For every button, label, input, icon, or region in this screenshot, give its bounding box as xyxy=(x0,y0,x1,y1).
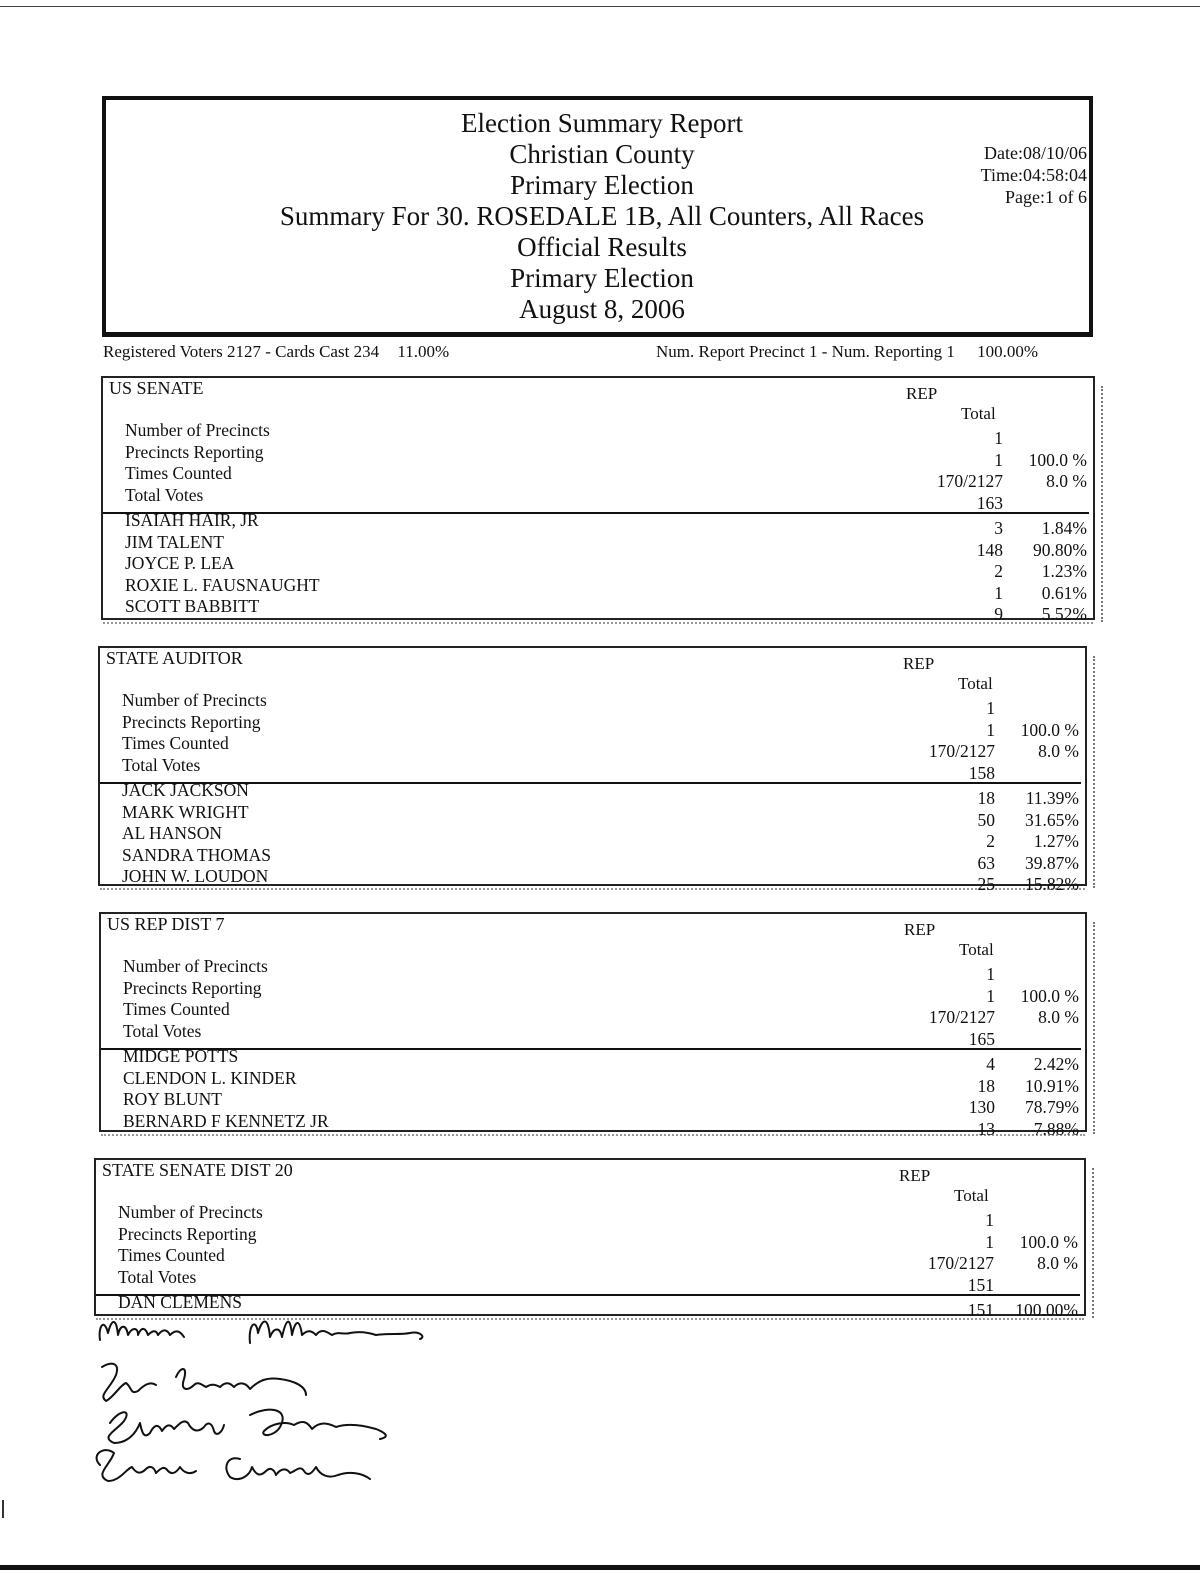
report-titles xyxy=(106,108,1098,325)
candidate-row xyxy=(101,1046,1085,1074)
total-header: Total xyxy=(959,940,994,959)
summary-scope: Summary For 30. ROSEDALE 1B, All Counters, All Races xyxy=(279,201,925,231)
stat-label: Number of Precincts xyxy=(118,1202,263,1222)
stat-row xyxy=(100,690,1085,718)
race-box xyxy=(98,646,1087,894)
candidate-name: CLENDON L. KINDER xyxy=(123,1067,297,1088)
candidate-votes: 18 xyxy=(977,1075,995,1096)
scan-left-mark xyxy=(2,1500,4,1518)
candidate-votes: 9 xyxy=(994,604,1003,624)
party-label: REP xyxy=(906,384,938,403)
party-label: REP xyxy=(903,654,935,673)
candidate-votes: 50 xyxy=(977,809,995,830)
results-status: Official Results xyxy=(517,232,687,262)
race-title: US SENATE xyxy=(109,378,204,398)
stat-label: Precincts Reporting xyxy=(122,711,261,732)
race-box xyxy=(99,912,1087,1139)
stat-value: 165 xyxy=(968,1028,995,1049)
registered-voters-text: Registered Voters 2127 - Cards Cast 234 xyxy=(103,342,380,361)
stat-row xyxy=(103,441,1093,470)
candidate-votes: 148 xyxy=(976,539,1003,560)
stat-label: Total Votes xyxy=(118,1266,197,1287)
stat-label: Total Votes xyxy=(123,1020,202,1041)
stat-label: Precincts Reporting xyxy=(123,977,262,998)
stat-value: 170/2127 xyxy=(927,1253,994,1273)
candidate-name: MARK WRIGHT xyxy=(122,801,249,822)
candidate-pct: 7.88% xyxy=(1033,1118,1079,1139)
candidate-name: SCOTT BABBITT xyxy=(125,596,260,616)
signature-1 xyxy=(100,1322,423,1344)
stat-row xyxy=(103,484,1093,513)
county-name: Christian County xyxy=(509,139,695,169)
candidate-row xyxy=(100,780,1085,808)
stat-pct: 100.0 % xyxy=(1019,1231,1078,1252)
candidate-pct: 31.65% xyxy=(1025,809,1079,830)
signatures xyxy=(80,1305,500,1505)
stat-row xyxy=(96,1202,1084,1230)
scan-bottom-edge xyxy=(0,1565,1200,1570)
candidate-name: JACK JACKSON xyxy=(122,780,249,800)
stat-pct: 100.0 % xyxy=(1020,985,1079,1006)
stat-label: Total Votes xyxy=(125,484,204,505)
candidate-name: JOYCE P. LEA xyxy=(125,553,235,573)
stat-label: Precincts Reporting xyxy=(125,441,264,462)
candidate-pct: 10.91% xyxy=(1025,1075,1079,1096)
stat-row xyxy=(101,977,1085,1006)
candidate-row xyxy=(101,1067,1085,1096)
scan-edge-noise xyxy=(1095,386,1103,622)
candidate-pct: 15.82% xyxy=(1025,874,1079,894)
candidate-name: AL HANSON xyxy=(122,823,222,843)
candidate-pct: 0.61% xyxy=(1041,582,1087,603)
candidate-pct: 78.79% xyxy=(1025,1097,1079,1117)
candidate-row xyxy=(100,844,1085,873)
race-title: US REP DIST 7 xyxy=(107,914,225,934)
candidate-name: ISAIAH HAIR, JR xyxy=(125,510,259,530)
precinct-reporting-text: Num. Report Precinct 1 - Num. Reporting 1 xyxy=(656,342,955,361)
stat-row xyxy=(96,1266,1084,1295)
candidate-row xyxy=(103,531,1093,560)
stat-value: 1 xyxy=(986,698,995,718)
registered-voters-pct: 11.00% xyxy=(397,342,450,361)
scan-edge-noise xyxy=(1087,922,1095,1134)
stat-value: 170/2127 xyxy=(928,1007,995,1027)
candidate-name: MIDGE POTTS xyxy=(123,1046,239,1066)
candidate-row xyxy=(103,596,1093,624)
signature-4 xyxy=(97,1450,370,1481)
race-title: STATE SENATE DIST 20 xyxy=(102,1160,293,1180)
stat-value: 1 xyxy=(986,964,995,984)
candidate-name: JIM TALENT xyxy=(125,531,224,552)
candidate-row xyxy=(103,574,1093,603)
candidate-pct: 11.39% xyxy=(1025,788,1079,808)
candidate-pct: 90.80% xyxy=(1033,539,1087,560)
candidate-row xyxy=(101,1089,1085,1117)
report-header xyxy=(102,96,1093,337)
stat-label: Precincts Reporting xyxy=(118,1223,257,1244)
candidate-pct: 1.27% xyxy=(1033,831,1079,851)
election-type-repeat: Primary Election xyxy=(510,263,694,293)
stat-pct: 100.0 % xyxy=(1020,719,1079,740)
candidate-votes: 4 xyxy=(986,1054,995,1074)
report-page: Page:1 of 6 xyxy=(1005,187,1087,207)
stat-label: Times Counted xyxy=(125,463,232,483)
stat-value: 163 xyxy=(976,492,1003,513)
stat-row xyxy=(103,420,1093,448)
race-box xyxy=(101,376,1095,624)
candidate-pct: 2.42% xyxy=(1033,1054,1079,1074)
stat-pct: 8.0 % xyxy=(1037,1253,1078,1273)
stat-label: Number of Precincts xyxy=(122,690,267,710)
report-title: Election Summary Report xyxy=(461,108,743,138)
stat-value: 1 xyxy=(986,719,995,740)
candidate-row xyxy=(100,801,1085,830)
candidate-votes: 25 xyxy=(977,874,995,894)
stat-label: Number of Precincts xyxy=(123,956,268,976)
stat-value: 1 xyxy=(994,428,1003,448)
scan-top-edge xyxy=(0,6,1200,7)
candidate-row xyxy=(103,553,1093,581)
total-header: Total xyxy=(954,1186,989,1205)
candidate-votes: 2 xyxy=(986,831,995,851)
candidate-pct: 5.52% xyxy=(1041,604,1087,624)
candidate-votes: 151 xyxy=(967,1300,994,1320)
stat-value: 170/2127 xyxy=(936,471,1003,491)
stat-label: Times Counted xyxy=(122,733,229,753)
stat-row xyxy=(101,956,1085,984)
candidate-name: ROXIE L. FAUSNAUGHT xyxy=(125,574,320,595)
signature-2 xyxy=(102,1364,306,1401)
candidate-pct: 100.00% xyxy=(1015,1300,1078,1320)
stat-value: 158 xyxy=(968,762,995,783)
race-box xyxy=(94,1158,1086,1320)
stat-value: 170/2127 xyxy=(928,741,995,761)
candidate-pct: 1.84% xyxy=(1041,518,1087,538)
candidate-votes: 18 xyxy=(977,788,995,808)
stat-value: 1 xyxy=(986,985,995,1006)
stat-row xyxy=(103,463,1093,491)
total-header: Total xyxy=(958,674,993,693)
candidate-pct: 1.23% xyxy=(1041,561,1087,581)
stat-row xyxy=(101,1020,1085,1049)
stat-pct: 8.0 % xyxy=(1038,1007,1079,1027)
stat-label: Number of Precincts xyxy=(125,420,270,440)
candidate-votes: 63 xyxy=(977,852,995,873)
precinct-reporting xyxy=(656,342,1038,362)
stat-value: 1 xyxy=(985,1210,994,1230)
stat-pct: 100.0 % xyxy=(1028,449,1087,470)
signature-3 xyxy=(108,1410,385,1443)
stat-value: 1 xyxy=(985,1231,994,1252)
stat-row xyxy=(96,1223,1084,1252)
candidate-votes: 1 xyxy=(994,582,1003,603)
candidate-row xyxy=(101,1110,1085,1139)
party-label: REP xyxy=(904,920,936,939)
stat-row xyxy=(100,754,1085,783)
election-date: August 8, 2006 xyxy=(519,294,685,324)
candidate-pct: 39.87% xyxy=(1025,852,1079,873)
candidate-name: JOHN W. LOUDON xyxy=(122,866,269,886)
stat-row xyxy=(100,711,1085,740)
candidate-name: SANDRA THOMAS xyxy=(122,844,271,865)
stat-row xyxy=(96,1245,1084,1273)
candidate-votes: 3 xyxy=(994,518,1003,538)
party-label: REP xyxy=(899,1166,931,1185)
stat-label: Times Counted xyxy=(123,999,230,1019)
report-meta xyxy=(981,142,1087,208)
candidate-votes: 130 xyxy=(968,1097,995,1117)
candidate-name: DAN CLEMENS xyxy=(118,1292,242,1312)
election-type: Primary Election xyxy=(510,170,694,200)
stat-row xyxy=(101,999,1085,1027)
scan-edge-noise xyxy=(1086,1168,1094,1318)
stat-value: 1 xyxy=(994,449,1003,470)
stat-row xyxy=(100,733,1085,761)
stat-label: Times Counted xyxy=(118,1245,225,1265)
stat-pct: 8.0 % xyxy=(1038,741,1079,761)
candidate-row xyxy=(100,823,1085,851)
stat-pct: 8.0 % xyxy=(1046,471,1087,491)
candidate-votes: 13 xyxy=(977,1118,995,1139)
candidate-name: BERNARD F KENNETZ JR xyxy=(123,1110,329,1131)
candidate-votes: 2 xyxy=(994,561,1003,581)
candidate-row xyxy=(100,866,1085,894)
race-title: STATE AUDITOR xyxy=(106,648,243,668)
candidate-name: ROY BLUNT xyxy=(123,1089,223,1109)
report-date: Date:08/10/06 xyxy=(984,143,1087,163)
scan-bottom-noise xyxy=(101,1131,1085,1136)
stat-value: 151 xyxy=(967,1274,994,1295)
scan-bottom-noise xyxy=(103,619,1093,624)
stat-label: Total Votes xyxy=(122,754,201,775)
scan-edge-noise xyxy=(1087,656,1095,888)
registered-voters xyxy=(103,342,449,362)
candidate-row xyxy=(103,510,1093,538)
total-header: Total xyxy=(961,404,996,423)
precinct-reporting-pct: 100.00% xyxy=(977,342,1039,361)
report-time: Time:04:58:04 xyxy=(980,165,1087,185)
